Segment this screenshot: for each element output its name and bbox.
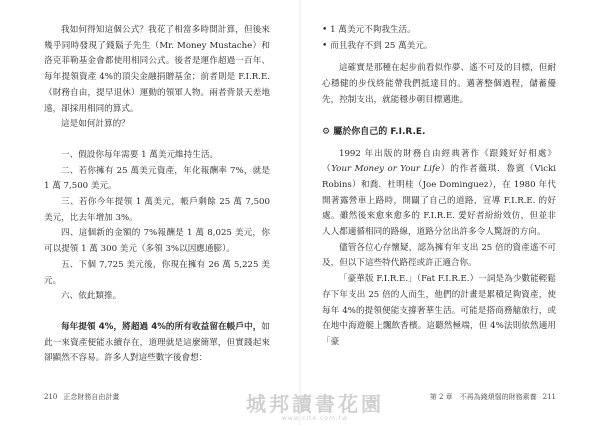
- emphasis-text: 每年提領 4%，將超過 4%的所有收益留在帳戶中，: [61, 321, 262, 332]
- paragraph-text: 如此一來資產便能永續存在，道理就是這麼簡單，但實踐起來卻顯然不容易。許多人對這些數字後會想：: [44, 321, 270, 364]
- section-heading: ⚙ 屬於你自己的 F.I.R.E.: [322, 126, 426, 137]
- watermark-url: www.cite.com.tw: [282, 415, 348, 422]
- list-item: 二、若你擁有 25 萬美元資產，年化報酬率 7%，就是 1 萬 7,500 美元。: [44, 165, 270, 192]
- book-title-italic: Your Money or Your Life: [331, 164, 441, 175]
- right-footer: [430, 392, 556, 402]
- running-title: 第 2 章 不再為錢煩惱的財務素養: [429, 393, 537, 401]
- paragraph: 1992 年出版的財務自由經典著作《跟錢好好相處》（Your Money or Your Life）的作者薇琪．魯賓（Vicki Robins）和喬．杜明桂（Joe Dominguez），在 1980 年代開著露營車上路時，開闢了自己的道路，宣導 F.I.R.E. 的好處。雖然後來愈來愈多的 F.I.R.E. 愛好者紛紛效仿，但並非人人都適循相同的路線，道路分岔出許多令人驚訝的方向。: [322, 148, 556, 238]
- bullet-icon: •: [322, 40, 331, 51]
- gear-icon: ⚙: [322, 126, 331, 137]
- paragraph: 「豪華版 F.I.R.E.」（Fat F.I.R.E.）一詞是為少數能輕鬆存下年支出 25 倍的人而生，他們的計畫是累積足夠資產，使每年 4%的提領便能支撐奢華生活。可能是搭商務艙旅行，或在地中海遊艇上飄飲香檳。這聽然極端，但 4%法則依然適用「豪: [322, 274, 556, 347]
- bullet-icon: •: [322, 25, 331, 35]
- left-footer: [44, 392, 119, 402]
- paragraph: [44, 320, 270, 367]
- page-number: 211: [542, 393, 556, 401]
- running-title: 正念財務自由計畫: [63, 393, 120, 401]
- list-item: 四、這個新的金額的 7%報酬是 1 萬 8,025 美元，你可以提領 1 萬 300 美元（多領 3%以因應通膨）。: [44, 228, 270, 255]
- list-item: 五、下個 7,725 美元後，你現在擁有 26 萬 5,225 美元。: [44, 259, 270, 286]
- watermark-logo: [225, 393, 405, 425]
- bullet-item: • 而且我存不到 25 萬美元。: [322, 40, 433, 51]
- paragraph: 我如何得知這個公式？我花了相當多時間計算，但後來幾乎同時發現了錢鬍子先生（Mr. Money Mustache）和洛克菲勒基金會都使用相同公式。後者是運作超過一百年、每年提領資產 4%的頂尖金融捐贈基金；前者則是 F.I.R.E.（財務自由，提早退休）運動的領軍人物。兩者背景天差地遠，卻採用相同的算式。: [44, 25, 270, 114]
- right-page: [300, 0, 600, 425]
- list-item: 一、假設你每年需要 1 萬美元維持生活。: [61, 149, 219, 160]
- right-text-column: [322, 23, 556, 351]
- list-item: 六、依此類推。: [61, 291, 122, 302]
- list-item: 三、若你今年提領 1 萬美元，帳戶剩餘 25 萬 7,500 美元，比去年增加 3%。: [44, 197, 270, 223]
- paragraph: 儘管各位心存懷疑，認為擁有年支出 25 倍的資產遙不可及，但以下這些特代路徑或許正適合你。: [322, 242, 556, 269]
- watermark-title: 城邦讀書花園: [246, 392, 384, 416]
- left-text-column: [44, 23, 270, 367]
- paragraph: 這確實是那種在起步前看似作夢、遙不可及的目標，但耐心穩健的步伐終能帶我們抵達目的。邁著整個過程，儲蓄優先，控制支出，就能穩步朝目標邁進。: [322, 63, 556, 105]
- page-number: 210: [44, 393, 58, 401]
- bullet-item: • 1 萬美元不夠我生活。: [322, 25, 416, 35]
- paragraph: 這是如何計算的？: [61, 119, 130, 130]
